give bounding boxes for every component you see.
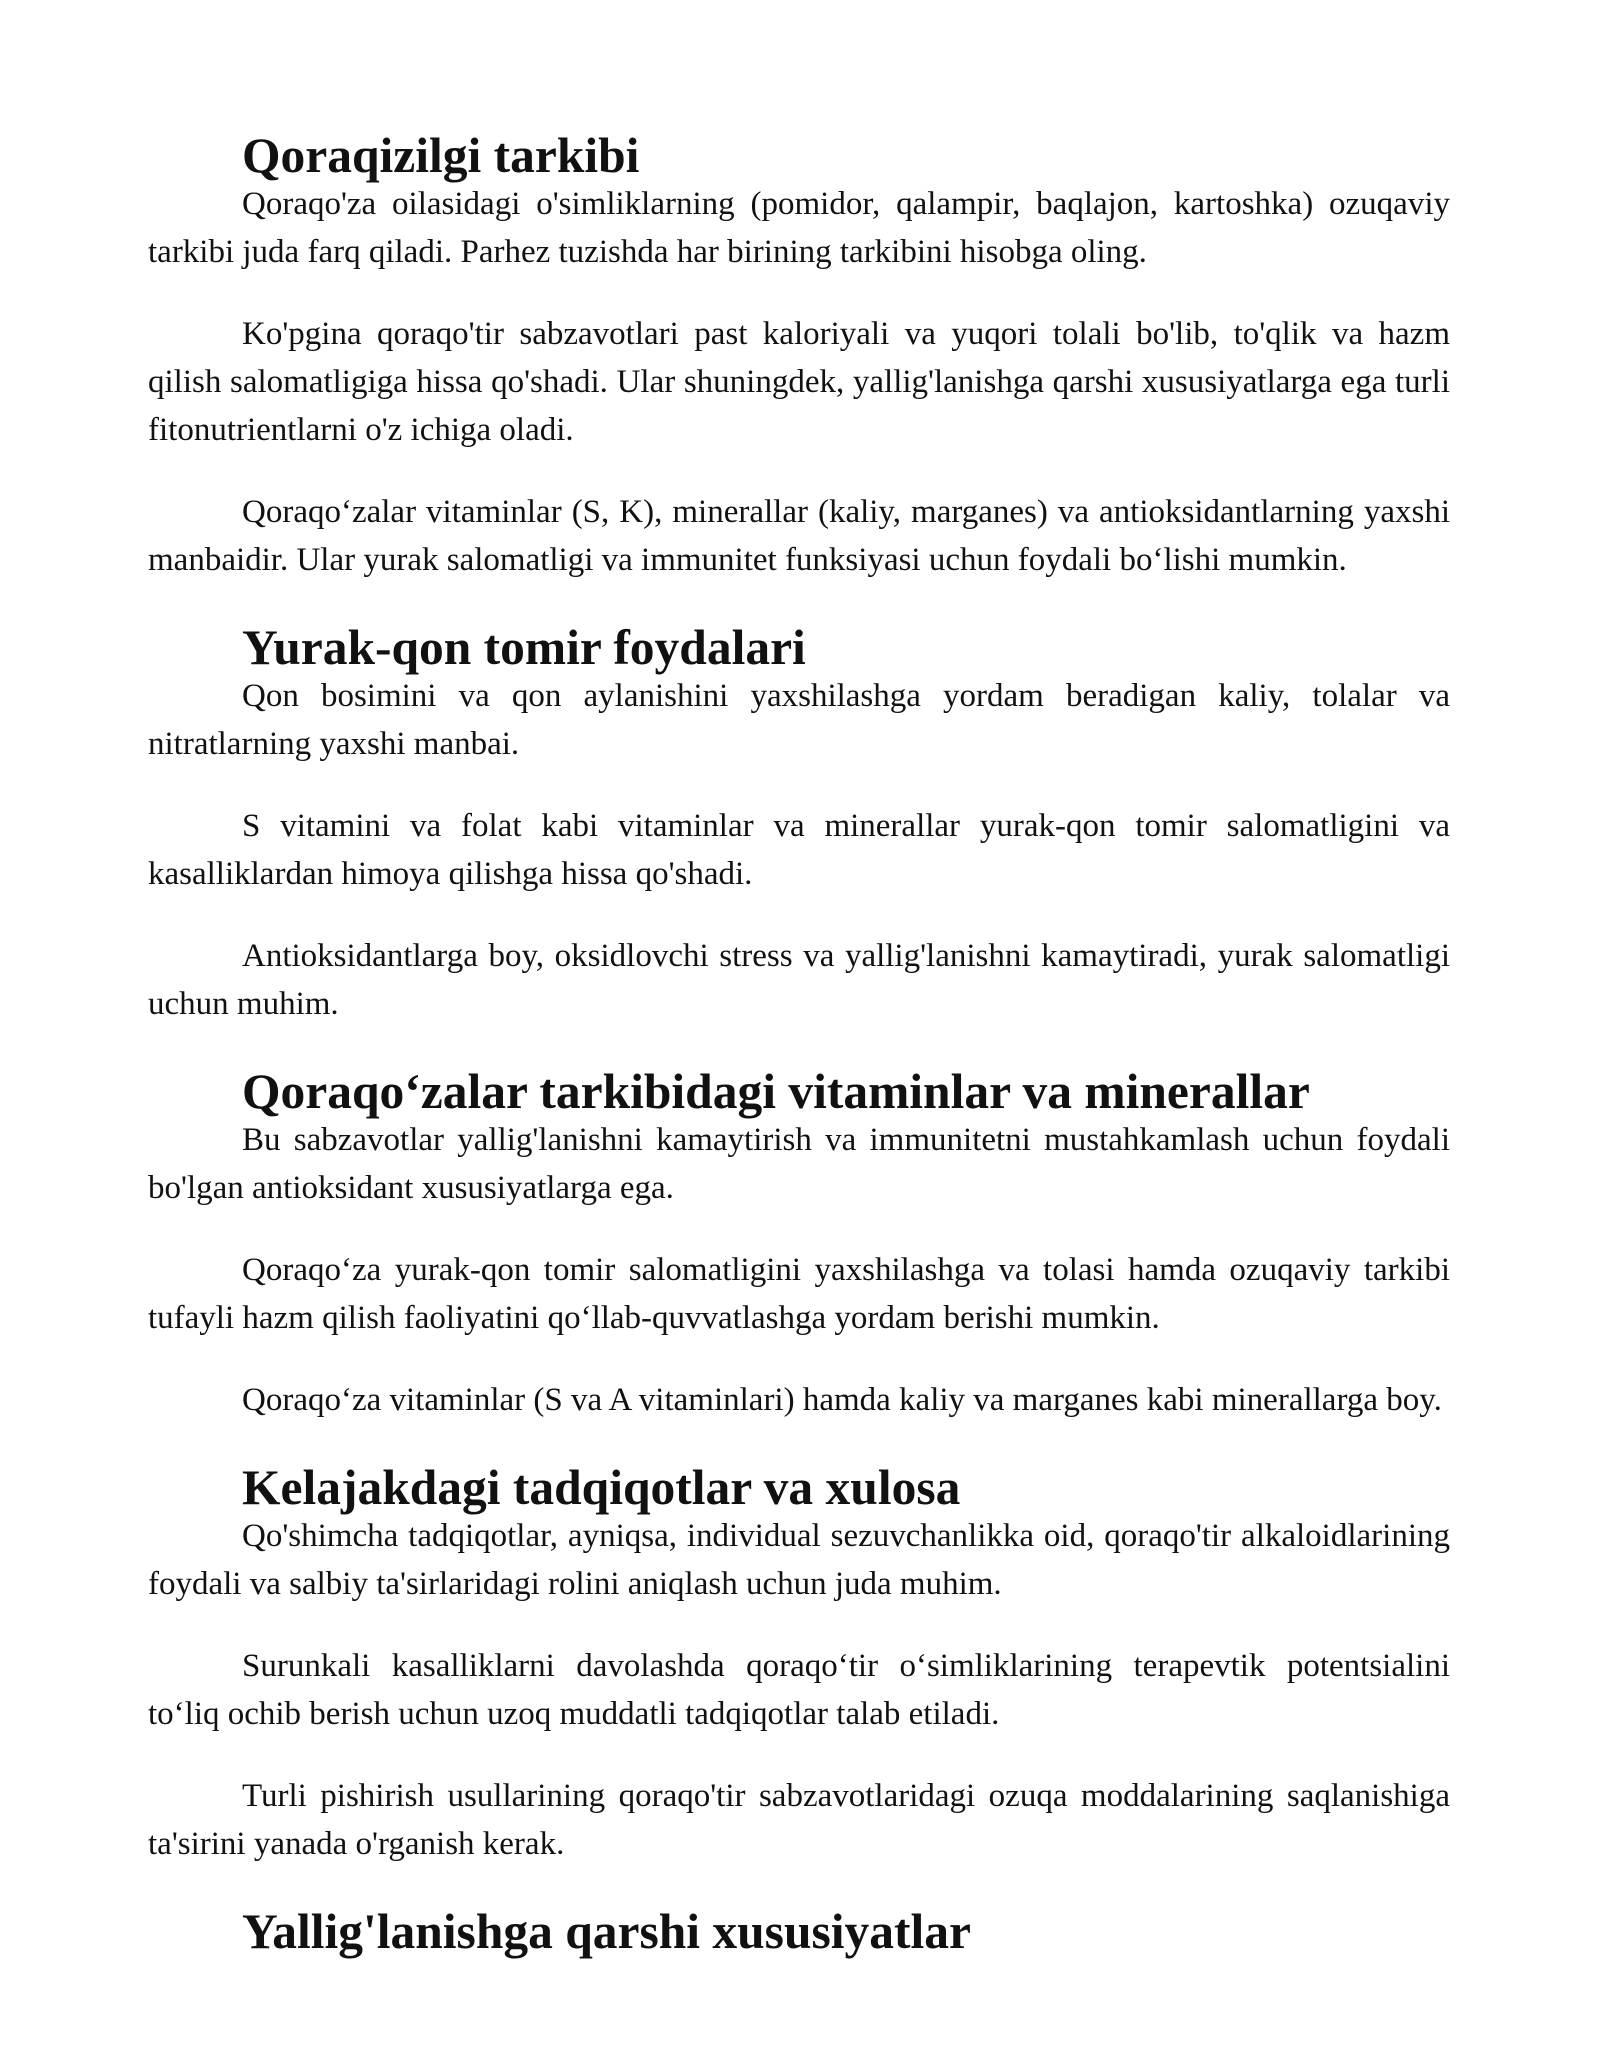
paragraph: Qoraqoʻzalar vitaminlar (S, K), minerallar (kaliy, marganes) va antioksidantlarning yaxshi manbaidir. Ular yurak salomatligi va immunitet funksiyasi uchun foydali boʻlishi mumkin. bbox=[148, 494, 1450, 578]
paragraph: Qon bosimini va qon aylanishini yaxshilashga yordam beradigan kaliy, tolalar va nitratlarning yaxshi manbai. bbox=[148, 678, 1450, 762]
section-heading: Qoraqoʻzalar tarkibidagi vitaminlar va minerallar bbox=[242, 1064, 1310, 1119]
section-composition bbox=[148, 128, 1450, 584]
section-future-research bbox=[148, 1460, 1450, 1868]
paragraph: Qoraqo'za oilasidagi o'simliklarning (pomidor, qalampir, baqlajon, kartoshka) ozuqaviy tarkibi juda farq qiladi. Parhez tuzishda har birining tarkibini hisobga oling. bbox=[148, 186, 1450, 270]
document-page bbox=[148, 128, 1450, 1996]
paragraph: Bu sabzavotlar yallig'lanishni kamaytirish va immunitetni mustahkamlash uchun foydali bo'lgan antioksidant xususiyatlarga ega. bbox=[148, 1122, 1450, 1206]
section-heading: Qoraqizilgi tarkibi bbox=[242, 128, 640, 183]
section-anti-inflammatory bbox=[148, 1904, 1450, 1959]
paragraph: Ko'pgina qoraqo'tir sabzavotlari past kaloriyali va yuqori tolali bo'lib, to'qlik va hazm qilish salomatligiga hissa qo'shadi. Ular shuningdek, yallig'lanishga qarshi xususiyatlarga ega turli fitonutrientlarni o'z ichiga oladi. bbox=[148, 316, 1450, 448]
section-heading: Yurak-qon tomir foydalari bbox=[242, 620, 806, 675]
paragraph: Turli pishirish usullarining qoraqo'tir sabzavotlaridagi ozuqa moddalarining saqlanishiga ta'sirini yanada o'rganish kerak. bbox=[148, 1778, 1450, 1862]
paragraph: Surunkali kasalliklarni davolashda qoraqoʻtir oʻsimliklarining terapevtik potentsialini toʻliq ochib berish uchun uzoq muddatli tadqiqotlar talab etiladi. bbox=[148, 1648, 1450, 1732]
section-vitamins-minerals bbox=[148, 1064, 1450, 1424]
paragraph: Qo'shimcha tadqiqotlar, ayniqsa, individual sezuvchanlikka oid, qoraqo'tir alkaloidlarining foydali va salbiy ta'sirlaridagi rolini aniqlash uchun juda muhim. bbox=[148, 1518, 1450, 1602]
paragraph: Qoraqoʻza vitaminlar (S va A vitaminlari) hamda kaliy va marganes kabi minerallarga boy. bbox=[242, 1382, 1442, 1418]
paragraph: Qoraqoʻza yurak-qon tomir salomatligini yaxshilashga va tolasi hamda ozuqaviy tarkibi tufayli hazm qilish faoliyatini qoʻllab-quvvatlashga yordam berishi mumkin. bbox=[148, 1252, 1450, 1336]
section-heading: Kelajakdagi tadqiqotlar va xulosa bbox=[242, 1460, 961, 1515]
paragraph: Antioksidantlarga boy, oksidlovchi stress va yallig'lanishni kamaytiradi, yurak salomatligi uchun muhim. bbox=[148, 938, 1450, 1022]
paragraph: S vitamini va folat kabi vitaminlar va minerallar yurak-qon tomir salomatligini va kasalliklardan himoya qilishga hissa qo'shadi. bbox=[148, 808, 1450, 892]
section-cardiovascular bbox=[148, 620, 1450, 1028]
section-heading: Yallig'lanishga qarshi xususiyatlar bbox=[242, 1904, 971, 1959]
